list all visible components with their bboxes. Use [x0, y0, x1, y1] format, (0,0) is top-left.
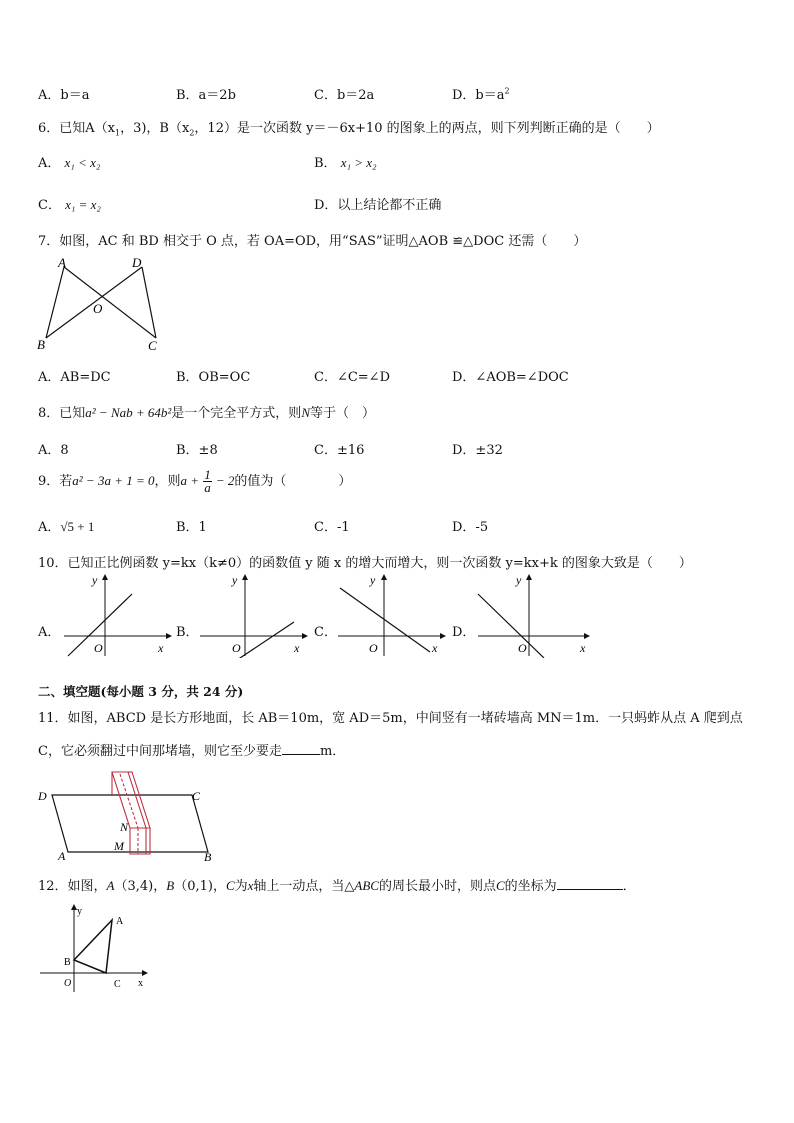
q10-graph-c: [336, 572, 446, 658]
q5-option-d: D．$b=a^2$: [452, 86, 510, 103]
svg-text:O: O: [232, 641, 241, 655]
svg-text:x: x: [580, 641, 586, 655]
q9-option-b: B．1: [176, 520, 207, 535]
q12-answer-blank: [557, 889, 623, 890]
q5-option-b: B．a＝2b: [176, 88, 236, 103]
section-title-fill-in: 二、填空题(每小题 3 分，共 24 分): [38, 684, 244, 699]
q8-stem: 8．已知a² − Nab + 64b²是一个完全平方式，则N等于（ ）: [38, 405, 375, 421]
svg-text:x: x: [158, 641, 164, 655]
q10-graph-d: [476, 572, 592, 658]
q5-option-a: A．b＝a: [38, 88, 90, 103]
q11-figure: [36, 768, 218, 864]
q7-segment-dc: [142, 267, 156, 338]
svg-text:C: C: [114, 979, 121, 990]
q7-option-c: C．∠C=∠D: [314, 370, 390, 385]
svg-text:x: x: [138, 978, 143, 989]
svg-text:O: O: [369, 641, 378, 655]
q6-option-a: A． x₁ < x₂: [38, 155, 101, 171]
q10-option-d-label: D．: [452, 625, 476, 640]
q7-label-c: C: [148, 338, 157, 353]
q6-option-b: B． x₁ > x₂: [314, 155, 377, 171]
svg-text:C: C: [192, 789, 201, 803]
svg-text:O: O: [518, 641, 527, 655]
q6-option-d: D．以上结论都不正确: [314, 198, 442, 213]
svg-text:M: M: [114, 839, 124, 853]
q8-option-a: A．8: [38, 443, 69, 458]
q6-option-c: C． x₁ = x₂: [38, 197, 101, 213]
svg-text:A: A: [58, 849, 66, 863]
q8-option-c: C．±16: [314, 443, 365, 458]
q7-stem: 7．如图，AC 和 BD 相交于 O 点，若 OA=OD，用“SAS”证明△AOB ≌△DOC 还需（ ）: [38, 234, 587, 249]
svg-text:x: x: [294, 641, 300, 655]
q7-option-a: A．AB=DC: [38, 370, 111, 385]
svg-text:O: O: [94, 641, 103, 655]
q9-option-d: D．-5: [452, 520, 489, 535]
svg-text:y: y: [77, 906, 82, 917]
q9-fraction: $\frac{1}{a}$: [204, 467, 211, 495]
q7-label-b: B: [37, 337, 45, 352]
q9-option-a: A．√5 + 1: [38, 519, 95, 535]
q11-line2: C，它必须翻过中间那堵墙，则它至少要走 m．: [38, 744, 346, 759]
svg-text:y: y: [516, 573, 522, 587]
svg-text:B: B: [64, 957, 71, 968]
q11-answer-blank: [282, 754, 320, 755]
svg-text:y: y: [232, 573, 238, 587]
q10-graph-b: [198, 572, 308, 658]
q8-option-b: B．±8: [176, 443, 218, 458]
svg-text:A: A: [116, 916, 124, 927]
triangle-abc: [74, 920, 112, 973]
svg-text:N: N: [120, 820, 129, 834]
q7-label-a: A: [58, 255, 66, 270]
svg-text:O: O: [64, 978, 72, 989]
q7-label-o: O: [93, 301, 103, 316]
q7-option-d: D．∠AOB=∠DOC: [452, 370, 569, 385]
q10-option-c-label: C．: [314, 625, 337, 640]
q6-stem: 6．已知$A(x_1$，3)，$B(x_2$，12）是一次函数 y＝－6x+10 的图象上的两点，则下列判断正确的是（ ）: [38, 121, 660, 138]
q5-option-c: C．b＝2a: [314, 88, 375, 103]
q10-stem: 10．已知正比例函数 y=kx（k≠0）的函数值 y 随 x 的增大而增大，则一次函数 y=kx+k 的图象大致是（ ）: [38, 556, 692, 571]
q7-figure: [34, 254, 164, 354]
svg-text:B: B: [204, 850, 212, 864]
q9-option-c: C．-1: [314, 520, 350, 535]
q7-label-d: D: [132, 255, 142, 270]
svg-text:x: x: [432, 641, 438, 655]
q10-option-a-label: A．: [38, 625, 61, 640]
q7-segment-ac: [64, 267, 156, 338]
q9-stem: 9．若a² − 3a + 1 = 0，则a + $\frac{1}{a}$ − 2的值为（ ）: [38, 467, 352, 495]
svg-text:y: y: [370, 573, 376, 587]
svg-text:y: y: [92, 573, 98, 587]
svg-text:D: D: [38, 789, 47, 803]
q11-line1: 11．如图，ABCD 是长方形地面，长 AB＝10m，宽 AD＝5m，中间竖有一堵砖墙高 MN＝1m．一只蚂蚱从点 A 爬到点: [38, 711, 743, 726]
q12-figure: [36, 902, 152, 994]
q8-option-d: D．±32: [452, 443, 503, 458]
q12-stem: 12．如图，A（3,4)，B（0,1)，C为x轴上一动点，当△ABC的周长最小时，则点C的坐标为 ．: [38, 878, 636, 894]
q10-graph-a: [62, 572, 172, 658]
q7-option-b: B．OB=OC: [176, 370, 251, 385]
q10-option-b-label: B．: [176, 625, 199, 640]
